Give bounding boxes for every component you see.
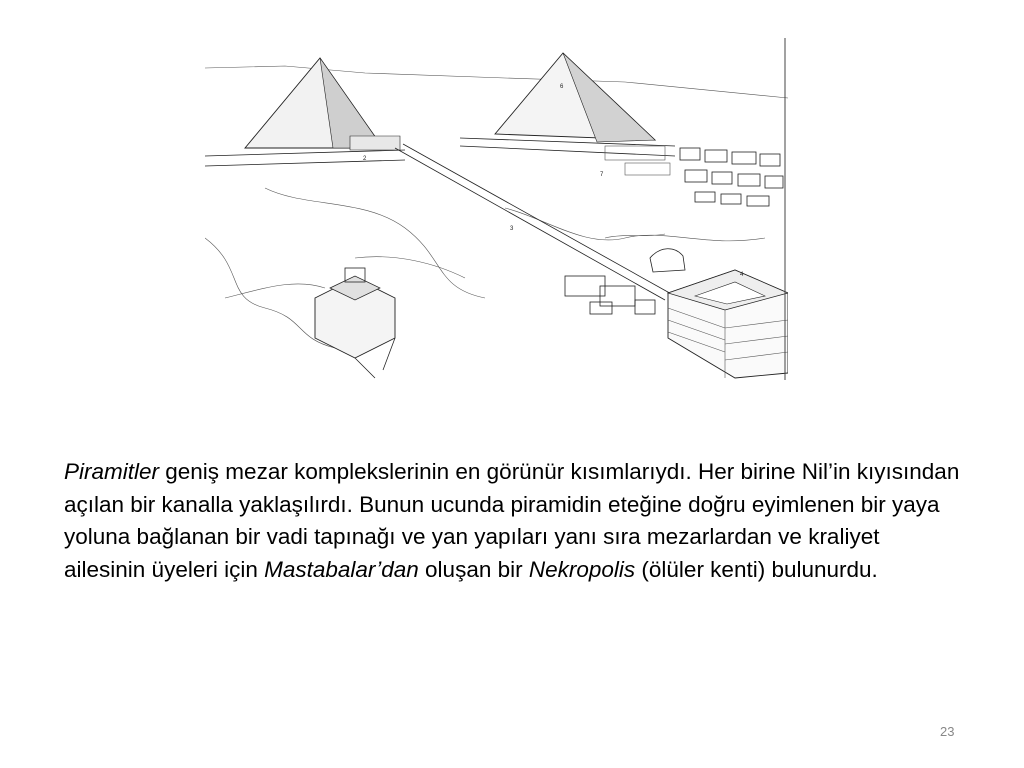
marker-4: 4 [740, 272, 744, 278]
text-segment-1: geniş mezar komplekslerinin en görünür kısımlarıydı. Her birine Nil’in kıyısından açılan bir kanalla yaklaşılırdı. Bunun ucunda piramidin eteğine doğru eyimlenen bir yaya yoluna bağlanan bir vadi tapınağı ve yan yapıları yanı sıra mezarlardan ve kraliyet ailesinin üyeleri için [64, 459, 960, 582]
mastaba-field [605, 146, 783, 206]
marker-2: 2 [363, 156, 367, 162]
text-segment-3: oluşan bir [418, 556, 529, 582]
valley-temple [668, 270, 788, 378]
term-piramitler: Piramitler [64, 459, 160, 484]
causeway [395, 144, 675, 300]
marker-6: 6 [560, 84, 564, 90]
side-buildings [565, 276, 655, 314]
text-segment-5: (ölüler kenti) bulunurdu. [635, 556, 878, 582]
body-paragraph [64, 456, 964, 586]
pyramid-complex-illustration [205, 38, 788, 380]
stepped-mastaba [315, 268, 395, 378]
term-mastabalar: Mastabalar’dan [264, 556, 419, 582]
slide-number: 23 [940, 724, 955, 739]
marker-3: 3 [510, 226, 514, 232]
pyramid-complex-drawing [205, 38, 788, 380]
right-pyramid [460, 53, 675, 156]
term-nekropolis: Nekropolis [528, 556, 636, 582]
marker-7: 7 [600, 172, 604, 178]
left-pyramid [205, 58, 405, 166]
